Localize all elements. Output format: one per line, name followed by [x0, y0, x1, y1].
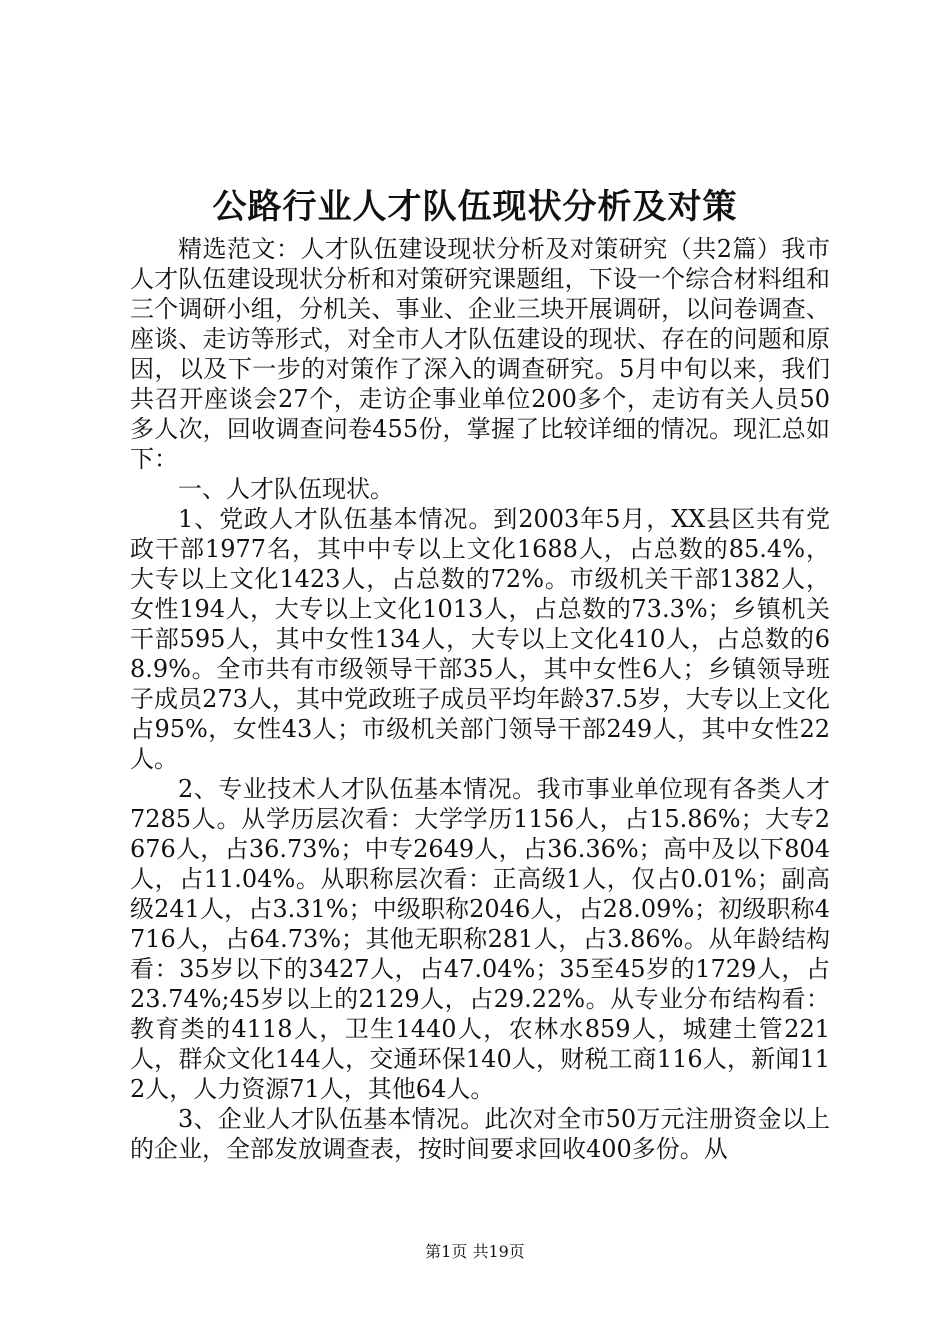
- paragraph-enterprise-talent: 3、企业人才队伍基本情况。此次对全市50万元注册资金以上的企业，全部发放调查表，按时间要求回收400多份。从: [130, 1105, 830, 1163]
- document-body: [130, 234, 830, 1164]
- paragraph-section-heading: 一、人才队伍现状。: [178, 475, 394, 503]
- paragraph-professional-talent: 2、专业技术人才队伍基本情况。我市事业单位现有各类人才7285人。从学历层次看：大学学历1156人，占15.86%；大专2676人，占36.73%；中专2649人，占36.36%；高中及以下804人，占11.04%。从职称层次看：正高级1人，仅占0.01%；副高级241人，占3.31%；中级职称2046人，占28.09%；初级职称4716人，占64.73%；其他无职称281人，占3.86%。从年龄结构看：35岁以下的3427人，占47.04%；35至45岁的1729人，占23.74%;45岁以上的2129人，占29.22%。从专业分布结构看：教育类的4118人，卫生1440人，农林水859人，城建土管221人，群众文化144人，交通环保140人，财税工商116人，新闻112人，人力资源71人，其他64人。: [130, 775, 830, 1103]
- document-title: 公路行业人才队伍现状分析及对策: [212, 187, 738, 227]
- paragraph-party-government-talent: 1、党政人才队伍基本情况。到2003年5月，XX县区共有党政干部1977名，其中中专以上文化1688人，占总数的85.4%，大专以上文化1423人，占总数的72%。市级机关干部1382人，女性194人，大专以上文化1013人，占总数的73.3%；乡镇机关干部595人，其中女性134人，大专以上文化410人，占总数的68.9%。全市共有市级领导干部35人，其中女性6人；乡镇领导班子成员273人，其中党政班子成员平均年龄37.5岁，大专以上文化占95%，女性43人；市级机关部门领导干部249人，其中女性22人。: [130, 505, 830, 773]
- paragraph-intro: 精选范文：人才队伍建设现状分析及对策研究（共2篇）我市人才队伍建设现状分析和对策研究课题组，下设一个综合材料组和三个调研小组，分机关、事业、企业三块开展调研，以问卷调查、座谈、走访等形式，对全市人才队伍建设的现状、存在的问题和原因，以及下一步的对策作了深入的调查研究。5月中旬以来，我们共召开座谈会27个，走访企事业单位200多个，走访有关人员50多人次，回收调查问卷455份，掌握了比较详细的情况。现汇总如下：: [130, 235, 830, 473]
- page-number-footer: 第1页 共19页: [425, 1242, 525, 1261]
